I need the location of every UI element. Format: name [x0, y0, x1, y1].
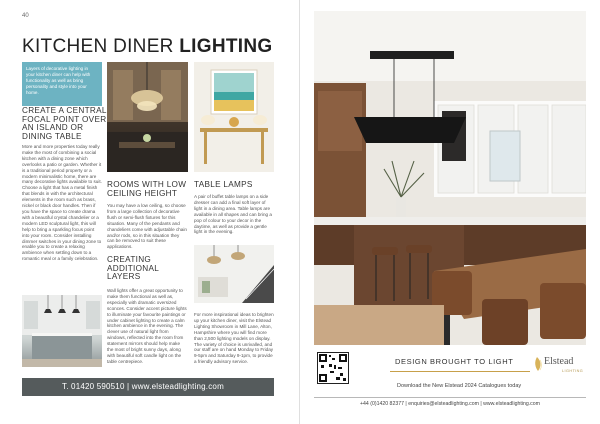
closing-paragraph: For more inspirational ideas to brighten up your kitchen diner, visit the Elstead Lighting Showroom in Mill Lane, Alton, Hampshire where you will find more than 2,500 lighting models on display. The variety of choice is unrivalled, and our staff are on hand Monday to Friday 9-5pm and Saturday 9-1pm, to provide a friendly advisory service. — [194, 312, 274, 365]
logo-tagline: LIGHTING — [562, 369, 584, 373]
logo-text: Elstead — [544, 356, 574, 367]
footer-divider — [314, 397, 586, 398]
section-body-table-lamps: A pair of buffet table lamps on a side dresser can add a final soft layer of light in a dining area. Table lamps are available in all shapes and can bring a pop of colour to your decor in the daytime, as well as provide a gentle light in the evening. — [194, 194, 272, 235]
right-page — [300, 0, 600, 424]
contact-bar[interactable]: T. 01420 590510 | www.elsteadlighting.com — [22, 378, 274, 396]
page-number: 40 — [22, 13, 29, 19]
section-body-focal-point: More and more properties today really make the most of combining a social kitchen with a dining zone which overlooks a patio or garden. Whether it is a traditional period property or a modern minimalistic home, there are many decorative lights available to suit. Choose a light that has a metal finish that blends in with the architectural elements in the room such as brass, nickel or black door handles. Then if you have the space to create drama with a beautiful crystal chandelier or a modern LED sculptural light, this will help to bring a sparkling focus point into your room. Consider installing dimmer switches in your dining zone to enable you to create a relaxing ambience when settling down to a romantic meal or a family celebration. — [22, 144, 102, 262]
footer-contact[interactable]: +44 (0)1420 82377 | enquiries@elsteadlighting.com | www.elsteadlighting.com — [360, 401, 540, 407]
page-title — [22, 36, 272, 58]
kitchen-diner-photo — [314, 11, 586, 345]
promo-subtitle: Download the New Elstead 2024 Catalogues today — [397, 383, 522, 389]
title-bold: LIGHTING — [179, 36, 273, 57]
promo-divider — [390, 371, 530, 372]
staircase-pendant-image — [194, 245, 274, 303]
intro-box: Layers of decorative lighting in your kitchen diner can help with functionality as well as bring personality and style into your home. — [22, 62, 102, 106]
title-light: KITCHEN DINER — [22, 36, 180, 57]
section-heading-low-ceiling: ROOMS WITH LOW CEILING HEIGHT — [107, 180, 187, 198]
section-heading-additional-layers: CREATING ADDITIONAL LAYERS — [107, 255, 159, 282]
section-body-low-ceiling: You may have a low ceiling, so choose from a large collection of decorative flush or semi-flush fixtures for this situation. Many of the pendants and chandeliers come with adjustable chain and/or rods, so in this situation they can be removed to suit these applications. — [107, 203, 187, 250]
qr-code[interactable] — [317, 352, 349, 384]
chandelier-dining-image — [107, 62, 188, 172]
painting-console-image — [194, 62, 274, 172]
promo-title: DESIGN BROUGHT TO LIGHT — [395, 357, 514, 366]
section-body-additional-layers: Wall lights offer a great opportunity to make them functional as well as, especially with dramatic oversized sconces. Consider accent picture lights to illuminate your favourite paintings or under cabinet lighting to create a calm kitchen ambience in the evening. The clever use of natural light from windows, reflected into the room from statement mirrors should help make the most of bright sunny days, along with beautiful soft candle light on the table centrepiece. — [107, 288, 187, 364]
section-heading-table-lamps: TABLE LAMPS — [194, 180, 253, 189]
grey-kitchen-image — [22, 295, 102, 367]
section-heading-focal-point: CREATE A CENTRAL FOCAL POINT OVER AN ISLAND OR DINING TABLE — [22, 106, 107, 141]
